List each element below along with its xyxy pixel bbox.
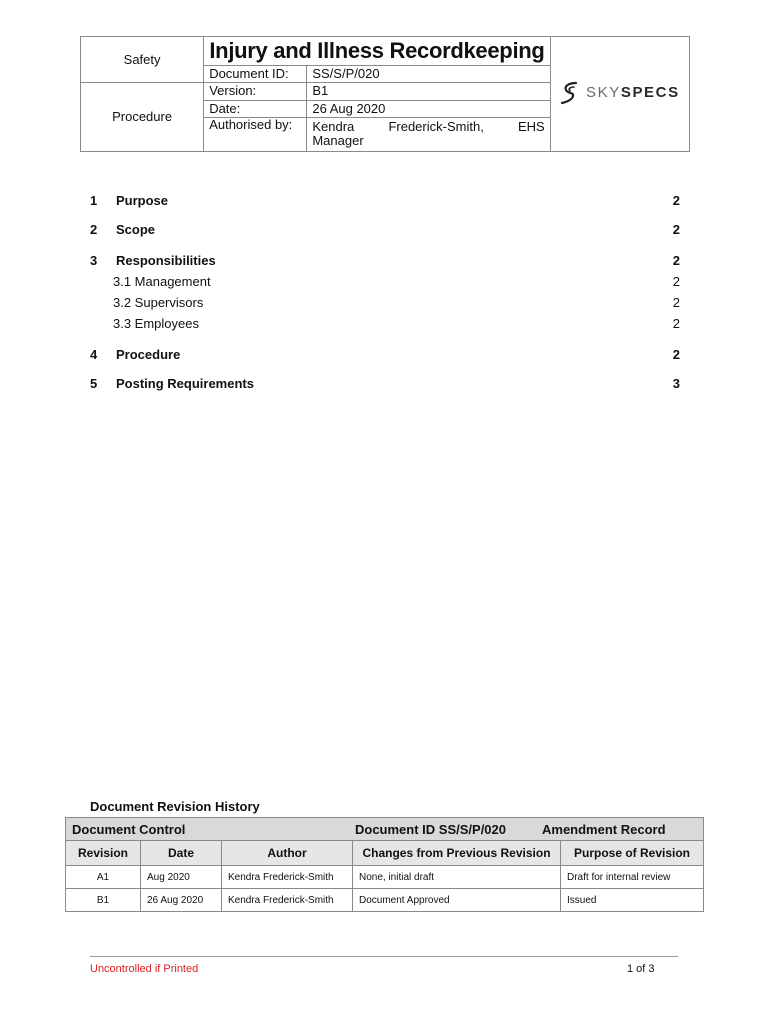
document-control-bar	[66, 818, 704, 841]
doc-id-label: Document ID:	[204, 66, 307, 83]
toc-sub-label: 3.3 Employees	[113, 316, 199, 331]
toc-page: 2	[672, 347, 680, 362]
toc-number: 5	[90, 376, 98, 391]
toc-label: Posting Requirements	[116, 376, 254, 391]
authorised-word: Frederick-Smith,	[388, 119, 484, 135]
revision-history-title: Document Revision History	[90, 799, 260, 814]
toc-item-procedure[interactable]	[90, 340, 680, 369]
logo-sky-text: SKY	[586, 83, 621, 101]
toc-number: 1	[90, 193, 98, 208]
authorised-value	[307, 117, 550, 151]
revision-history-table	[65, 817, 704, 912]
toc-page: 2	[672, 193, 680, 208]
purpose-cell: Issued	[561, 889, 704, 912]
toc-label: Purpose	[116, 193, 169, 208]
toc-page: 2	[672, 252, 680, 268]
skyspecs-logo	[560, 81, 680, 105]
version-value: B1	[307, 83, 550, 100]
document-header-table	[80, 36, 690, 152]
revision-cell: B1	[66, 889, 141, 912]
footer-divider	[90, 956, 678, 957]
authorised-label: Authorised by:	[204, 117, 307, 151]
toc-number: 2	[90, 222, 98, 237]
toc-label: Responsibilities	[116, 252, 216, 268]
revision-cell: A1	[66, 866, 141, 889]
author-cell: Kendra Frederick-Smith	[222, 866, 353, 889]
date-cell: Aug 2020	[141, 866, 222, 889]
toc-sub-label: 3.1 Management	[113, 274, 211, 289]
changes-cell: Document Approved	[353, 889, 561, 912]
toc-label: Procedure	[116, 347, 181, 362]
category-cell: Safety	[81, 37, 204, 83]
column-header: Revision	[66, 841, 141, 866]
toc-page: 2	[672, 222, 680, 237]
version-label: Version:	[204, 83, 307, 100]
amendment-record-label: Amendment Record	[542, 821, 666, 837]
toc-item-management[interactable]	[90, 271, 680, 292]
author-cell: Kendra Frederick-Smith	[222, 889, 353, 912]
date-label: Date:	[204, 100, 307, 117]
skyspecs-s-icon	[560, 81, 580, 105]
authorised-word: EHS	[518, 119, 545, 135]
toc-item-employees[interactable]	[90, 313, 680, 334]
column-header: Author	[222, 841, 353, 866]
authorised-line-1	[312, 120, 544, 134]
doc-id-value: SS/S/P/020	[307, 66, 550, 83]
document-id-label: Document ID SS/S/P/020	[355, 821, 506, 837]
purpose-cell: Draft for internal review	[561, 866, 704, 889]
toc-sub-label: 3.2 Supervisors	[113, 295, 204, 310]
column-header: Purpose of Revision	[561, 841, 704, 866]
table-row	[66, 866, 704, 889]
toc-page: 2	[672, 274, 680, 289]
toc-item-responsibilities[interactable]	[90, 249, 680, 271]
table-of-contents	[90, 186, 680, 398]
toc-page: 3	[672, 376, 680, 391]
authorised-word: Kendra	[312, 119, 355, 135]
page-number: 1 of 3	[627, 963, 655, 975]
toc-item-purpose[interactable]	[90, 186, 680, 215]
changes-cell: None, initial draft	[353, 866, 561, 889]
toc-label: Scope	[116, 222, 156, 237]
toc-page: 2	[672, 316, 680, 331]
toc-number: 4	[90, 347, 98, 362]
date-cell: 26 Aug 2020	[141, 889, 222, 912]
document-title: Injury and Illness Recordkeeping	[204, 37, 551, 66]
column-header: Date	[141, 841, 222, 866]
date-value: 26 Aug 2020	[307, 100, 550, 117]
authorised-line-2: Manager	[312, 133, 364, 149]
logo-cell	[550, 37, 689, 152]
type-cell: Procedure	[81, 83, 204, 152]
toc-item-scope[interactable]	[90, 215, 680, 244]
toc-page: 2	[672, 295, 680, 310]
toc-item-posting-requirements[interactable]	[90, 369, 680, 398]
uncontrolled-notice: Uncontrolled if Printed	[90, 963, 199, 975]
table-row	[66, 889, 704, 912]
toc-item-supervisors[interactable]	[90, 292, 680, 313]
logo-wordmark	[586, 83, 680, 101]
toc-number: 3	[90, 252, 98, 268]
document-control-label: Document Control	[72, 821, 186, 837]
logo-specs-text: SPECS	[620, 83, 680, 101]
column-header: Changes from Previous Revision	[353, 841, 561, 866]
